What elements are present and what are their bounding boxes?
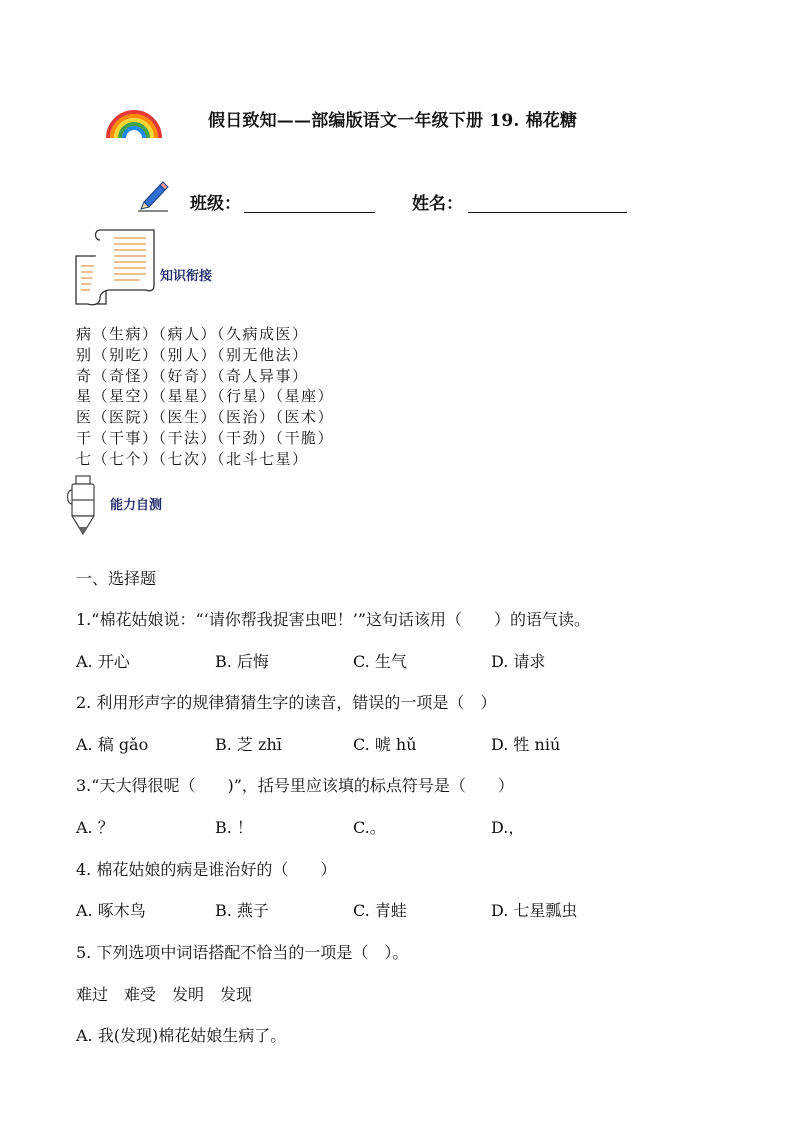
pencil-icon — [136, 180, 170, 214]
question-3: 3.“天大得很呢（ )”，括号里应该填的标点符号是（ ） — [76, 776, 514, 795]
word-row: 医（医院）（医生）（医治）（医术） — [76, 408, 335, 427]
question-5-words: 难过 难受 发明 发现 — [76, 985, 253, 1004]
question-1: 1.“棉花姑娘说：“‘请你帮我捉害虫吧！’”这句话该用（ ）的语气读。 — [76, 610, 590, 629]
page-title: 假日致知——部编版语文一年级下册 19. 棉花糖 — [208, 111, 578, 131]
word-row: 七（七个）（七次）（北斗七星） — [76, 449, 309, 468]
word-row: 病（生病）（病人）（久病成医） — [76, 325, 309, 343]
option-4c[interactable]: C. 青蛙 — [353, 901, 407, 920]
name-label: 姓名： — [412, 194, 463, 214]
word-row: 干（干事）（干法）（干劲）（干脆） — [76, 428, 335, 447]
rainbow-icon — [104, 106, 164, 140]
word-row: 别（别吃）（别人）（别无他法） — [76, 345, 309, 364]
section-self-test: 能力自测 — [110, 498, 163, 513]
option-1d[interactable]: D. 请求 — [491, 652, 546, 671]
option-1a[interactable]: A. 开心 — [76, 652, 130, 671]
word-row: 星（星空）（星星）（行星）（星座） — [76, 387, 335, 406]
option-3b[interactable]: B. ！ — [215, 818, 253, 837]
part-heading: 一、选择题 — [76, 569, 157, 588]
section-knowledge: 知识衔接 — [160, 269, 213, 284]
question-2: 2. 利用形声字的规律猜猜生字的读音，错误的一项是（ ） — [76, 693, 497, 712]
option-3a[interactable]: A. ？ — [76, 818, 114, 837]
class-field[interactable] — [244, 190, 375, 213]
name-field[interactable] — [468, 190, 627, 213]
option-1b[interactable]: B. 后悔 — [215, 652, 269, 671]
option-2d[interactable]: D. 牲 niú — [491, 735, 561, 754]
option-4a[interactable]: A. 啄木鸟 — [76, 901, 146, 920]
word-list — [76, 324, 334, 470]
option-2a[interactable]: A. 稿 gǎo — [76, 735, 149, 754]
option-3d[interactable]: D.， — [491, 818, 525, 837]
option-1c[interactable]: C. 生气 — [353, 652, 407, 671]
option-4d[interactable]: D. 七星瓢虫 — [491, 901, 578, 920]
option-5a[interactable]: A. 我(发现)棉花姑娘生病了。 — [76, 1026, 287, 1045]
option-4b[interactable]: B. 燕子 — [215, 901, 269, 920]
class-label: 班级： — [190, 194, 241, 214]
question-5: 5. 下列选项中词语搭配不恰当的一项是（ ）。 — [76, 943, 409, 962]
scroll-icon — [74, 226, 158, 308]
pen-icon — [64, 474, 100, 540]
option-3c[interactable]: C.。 — [353, 818, 386, 837]
question-4: 4. 棉花姑娘的病是谁治好的（ ） — [76, 860, 337, 879]
word-row: 奇（奇怪）（好奇）（奇人异事） — [76, 366, 309, 385]
option-2b[interactable]: B. 芝 zhī — [215, 735, 282, 754]
option-2c[interactable]: C. 唬 hǔ — [353, 735, 417, 754]
